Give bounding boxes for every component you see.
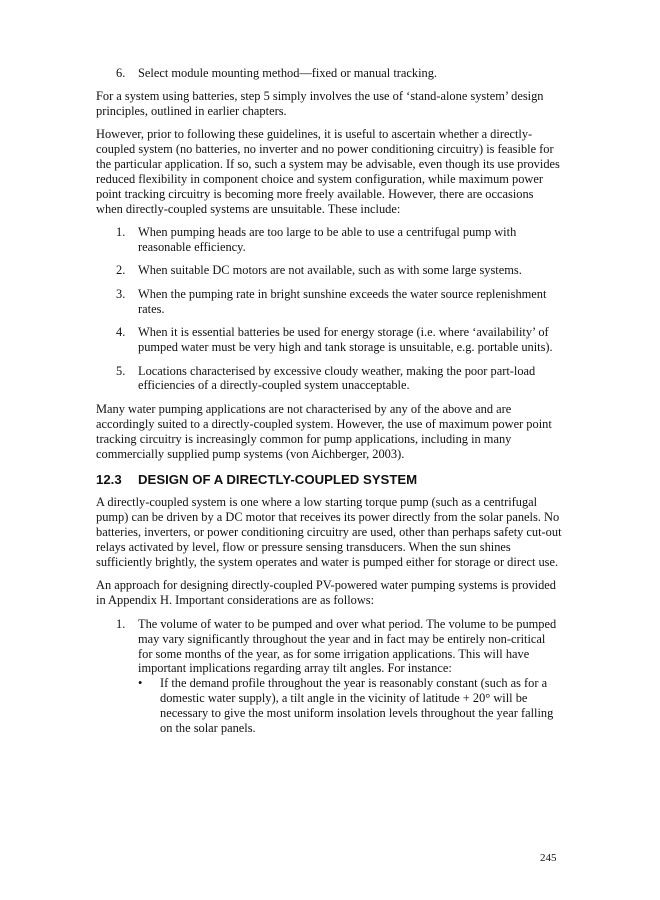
page-content — [96, 66, 562, 736]
list-item — [96, 225, 562, 255]
list-item — [96, 287, 562, 317]
list-number: 3. — [116, 286, 126, 301]
bullet-text: If the demand profile throughout the year is reasonably constant (such as for a domestic water supply), a tilt angle in the vicinity of latitude + 20° will be necessary to give the most uniform insolation levels throughout the year falling on the solar panels. — [160, 676, 554, 736]
list-text — [138, 617, 562, 736]
section-title: DESIGN OF A DIRECTLY-COUPLED SYSTEM — [138, 472, 418, 488]
list-item — [96, 617, 562, 736]
list-item — [96, 364, 562, 394]
list-text: Locations characterised by excessive cloudy weather, making the poor part-load efficiencies of a directly-coupled system unacceptable. — [138, 363, 536, 393]
list-number: 1. — [116, 616, 126, 631]
paragraph-mppt: Many water pumping applications are not characterised by any of the above and are accordingly suited to a directly-coupled system. However, the use of maximum power point tracking circuitry is increasingly common for pump applications, including in many commercially supplied pump systems (von Aichberger, 2003). — [96, 401, 552, 461]
list-text: When suitable DC motors are not available, such as with some large systems. — [138, 263, 522, 278]
list-text: Select module mounting method—fixed or manual tracking. — [138, 66, 438, 80]
section-heading — [96, 473, 562, 488]
list-number: 6. — [116, 66, 126, 80]
list-text: When it is essential batteries be used for energy storage (i.e. where ‘availability’ of pumped water must be very high and tank storage is unsuitable, e.g. portable units). — [138, 325, 553, 355]
list-item — [96, 325, 562, 355]
list-text-body: The volume of water to be pumped and over what period. The volume to be pumped may vary significantly throughout the year and in fact may be entirely non-critical for some months of the year, as for some irrigation applications. This will have important implications regarding array tilt angles. For instance: — [138, 616, 557, 676]
paragraph-batteries: For a system using batteries, step 5 simply involves the use of ‘stand-alone system’ design principles, outlined in earlier chapters. — [96, 88, 544, 118]
bullet-item — [138, 676, 562, 736]
paragraph-definition: A directly-coupled system is one where a low starting torque pump (such as a centrifugal pump) can be driven by a DC motor that receives its power directly from the solar panels. No batteries, inverters, or power conditioning circuitry are used, other than perhaps safety cut-out relays activated by level, flow or pressure sensing transducers. When the sun shines sufficiently brightly, the system operates and water is pumped either for storage or direct use. — [96, 495, 562, 569]
bullet-symbol: • — [138, 676, 143, 691]
section-number: 12.3 — [96, 472, 122, 488]
unsuitable-conditions-list — [96, 225, 562, 393]
list-number: 2. — [116, 263, 126, 278]
list-text: When the pumping rate in bright sunshine exceeds the water source replenishment rates. — [138, 286, 547, 316]
list-number: 4. — [116, 325, 126, 340]
paragraph-directly-coupled-feasibility: However, prior to following these guidelines, it is useful to ascertain whether a directly-coupled system (no batteries, no inverter and no power conditioning circuitry) is feasible for the particular application. If so, such a system may be advisable, even though its use provides reduced flexibility in component choice and system configuration, while maximum power point tracking circuitry is becoming more freely available. However, there are occasions when directly-coupled systems are unsuitable. These include: — [96, 127, 560, 216]
list-number: 1. — [116, 225, 126, 240]
list-text: When pumping heads are too large to be able to use a centrifugal pump with reasonable efficiency. — [138, 225, 517, 255]
list-number: 5. — [116, 363, 126, 378]
page-number: 245 — [540, 852, 557, 864]
paragraph-approach: An approach for designing directly-coupled PV-powered water pumping systems is provided in Appendix H. Important considerations are as follows: — [96, 578, 556, 608]
list-item-step-6 — [96, 66, 562, 81]
list-item — [96, 263, 562, 278]
